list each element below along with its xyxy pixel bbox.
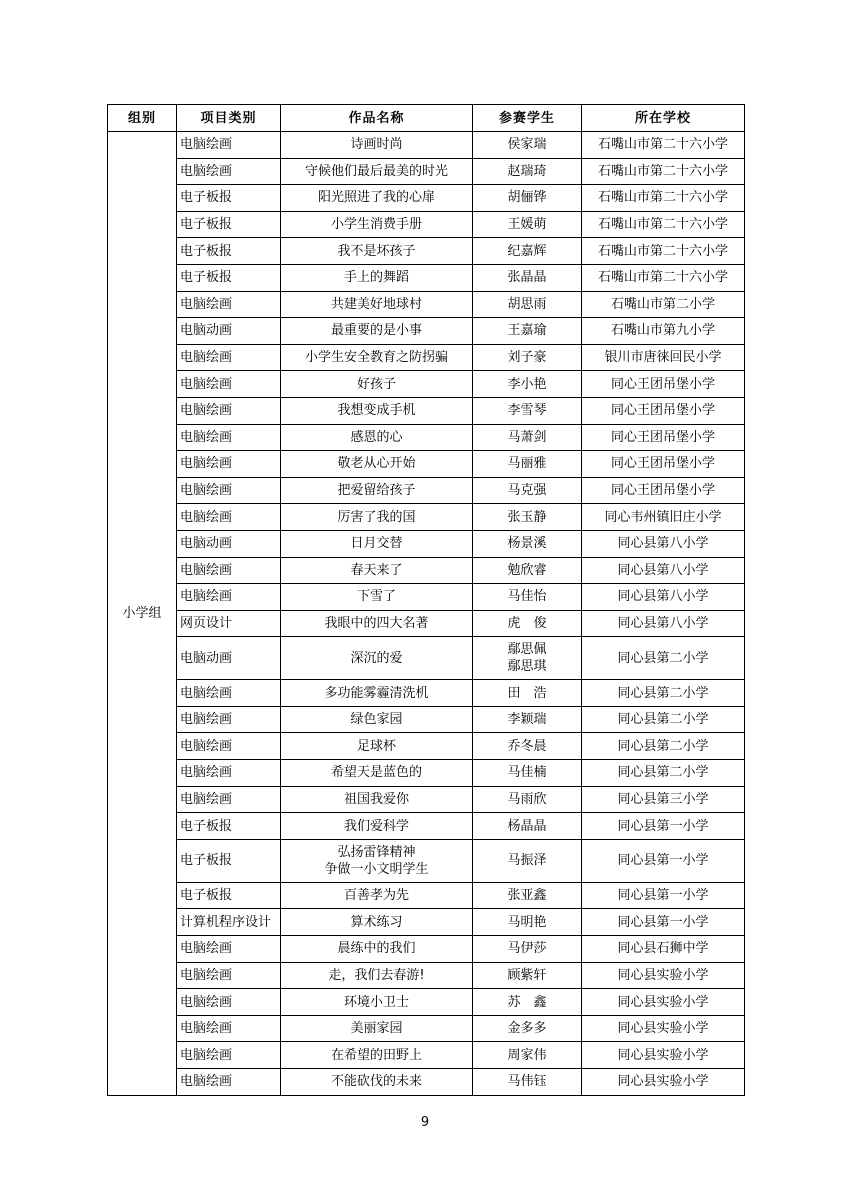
- table-row: [108, 839, 745, 882]
- student-name: 马振泽: [507, 853, 547, 869]
- students-cell: [473, 610, 582, 637]
- category-cell: 电子板报: [177, 264, 281, 291]
- title-cell: [281, 962, 473, 989]
- title-cell: [281, 1069, 473, 1096]
- table-row: [108, 132, 745, 159]
- school-cell: 石嘴山市第二小学: [582, 291, 745, 318]
- table-row: [108, 909, 745, 936]
- title-line: 深沉的爱: [350, 650, 403, 666]
- students-cell: [473, 813, 582, 840]
- table-row: [108, 813, 745, 840]
- school-cell: 同心县第二小学: [582, 706, 745, 733]
- title-line: 争做一小文明学生: [324, 861, 429, 877]
- school-cell: 石嘴山市第二十六小学: [582, 238, 745, 265]
- title-cell: [281, 557, 473, 584]
- students-cell: [473, 733, 582, 760]
- student-name: 刘子豪: [507, 350, 547, 366]
- title-cell: [281, 371, 473, 398]
- title-cell: [281, 238, 473, 265]
- title-cell: [281, 291, 473, 318]
- students-cell: [473, 760, 582, 787]
- category-cell: 电脑绘画: [177, 158, 281, 185]
- school-cell: 同心县实验小学: [582, 989, 745, 1016]
- students-cell: [473, 238, 582, 265]
- school-cell: 同心王团吊堡小学: [582, 477, 745, 504]
- school-cell: 同心县第一小学: [582, 813, 745, 840]
- students-cell: [473, 530, 582, 557]
- school-cell: 同心县实验小学: [582, 1042, 745, 1069]
- school-cell: 石嘴山市第九小学: [582, 318, 745, 345]
- student-name: 李小艳: [507, 376, 547, 392]
- header-row: [108, 105, 745, 132]
- category-cell: 电脑绘画: [177, 989, 281, 1016]
- table-row: [108, 264, 745, 291]
- category-cell: 电脑绘画: [177, 451, 281, 478]
- category-cell: 网页设计: [177, 610, 281, 637]
- table-row: [108, 637, 745, 680]
- category-cell: 电脑绘画: [177, 760, 281, 787]
- student-name: 侯家瑞: [507, 137, 547, 153]
- category-cell: 电子板报: [177, 813, 281, 840]
- title-cell: [281, 264, 473, 291]
- category-cell: 电脑动画: [177, 637, 281, 680]
- title-line: 我眼中的四大名著: [324, 615, 429, 631]
- title-line: 厉害了我的国: [337, 509, 416, 525]
- table-row: [108, 451, 745, 478]
- school-cell: 同心王团吊堡小学: [582, 451, 745, 478]
- category-cell: 电脑绘画: [177, 962, 281, 989]
- school-cell: 石嘴山市第二十六小学: [582, 185, 745, 212]
- students-cell: [473, 158, 582, 185]
- title-cell: [281, 504, 473, 531]
- title-cell: [281, 786, 473, 813]
- page-number: 9: [420, 1115, 430, 1130]
- student-name: 马雨欣: [507, 791, 547, 807]
- table-row: [108, 936, 745, 963]
- category-cell: 电子板报: [177, 839, 281, 882]
- students-cell: [473, 909, 582, 936]
- title-line: 敬老从心开始: [337, 456, 416, 472]
- group-cell: 小学组: [108, 132, 177, 1096]
- students-cell: [473, 211, 582, 238]
- school-cell: 银川市唐徕回民小学: [582, 344, 745, 371]
- title-line: 手上的舞蹈: [343, 270, 409, 286]
- students-cell: [473, 291, 582, 318]
- school-cell: 同心韦州镇旧庄小学: [582, 504, 745, 531]
- title-cell: [281, 1042, 473, 1069]
- category-cell: 电脑绘画: [177, 397, 281, 424]
- title-line: 不能砍伐的未来: [330, 1074, 422, 1090]
- student-name: 杨景溪: [507, 536, 547, 552]
- school-cell: 同心县第二小学: [582, 637, 745, 680]
- title-line: 我不是坏孩子: [337, 243, 416, 259]
- category-cell: 电脑绘画: [177, 733, 281, 760]
- table-row: [108, 882, 745, 909]
- header-category: 项目类别: [177, 105, 281, 132]
- title-cell: [281, 909, 473, 936]
- title-cell: [281, 936, 473, 963]
- title-cell: [281, 185, 473, 212]
- title-line: 感恩的心: [350, 429, 403, 445]
- student-name: 马伟钰: [507, 1074, 547, 1090]
- title-line: 小学生安全教育之防拐骗: [304, 350, 448, 366]
- table-row: [108, 962, 745, 989]
- title-cell: [281, 318, 473, 345]
- category-cell: 电脑绘画: [177, 424, 281, 451]
- category-cell: 电脑绘画: [177, 786, 281, 813]
- title-cell: [281, 132, 473, 159]
- student-name: 胡俪铧: [507, 190, 547, 206]
- students-cell: [473, 989, 582, 1016]
- title-cell: [281, 451, 473, 478]
- title-cell: [281, 813, 473, 840]
- table-row: [108, 318, 745, 345]
- title-line: 足球杯: [356, 738, 396, 754]
- student-name: 鄢思琪: [507, 659, 547, 675]
- title-line: 日月交替: [350, 536, 403, 552]
- students-cell: [473, 1042, 582, 1069]
- title-line: 算术练习: [350, 914, 403, 930]
- title-cell: [281, 1015, 473, 1042]
- table-row: [108, 1069, 745, 1096]
- school-cell: 同心县实验小学: [582, 1015, 745, 1042]
- title-line: 弘扬雷锋精神: [337, 844, 416, 860]
- student-name: 顾紫轩: [507, 967, 547, 983]
- table-row: [108, 610, 745, 637]
- students-cell: [473, 477, 582, 504]
- title-cell: [281, 882, 473, 909]
- student-name: 胡思雨: [507, 296, 547, 312]
- students-cell: [473, 706, 582, 733]
- school-cell: 同心县第二小学: [582, 680, 745, 707]
- title-line: 多功能雾霾清洗机: [324, 685, 429, 701]
- student-name: 马伊莎: [507, 941, 547, 957]
- category-cell: 电脑绘画: [177, 132, 281, 159]
- category-cell: 电脑动画: [177, 318, 281, 345]
- title-line: 最重要的是小事: [330, 323, 422, 339]
- table-row: [108, 1015, 745, 1042]
- table-row: [108, 760, 745, 787]
- title-cell: [281, 637, 473, 680]
- school-cell: 同心县第一小学: [582, 882, 745, 909]
- title-cell: [281, 584, 473, 611]
- school-cell: 同心县第一小学: [582, 839, 745, 882]
- title-cell: [281, 424, 473, 451]
- category-cell: 电脑绘画: [177, 936, 281, 963]
- school-cell: 同心王团吊堡小学: [582, 397, 745, 424]
- category-cell: 电脑绘画: [177, 557, 281, 584]
- header-group: 组别: [108, 105, 177, 132]
- student-name: 王嘉瑜: [507, 323, 547, 339]
- table-row: [108, 584, 745, 611]
- student-name: 赵瑞琦: [507, 163, 547, 179]
- student-name: 勉欣睿: [507, 562, 547, 578]
- table-row: [108, 786, 745, 813]
- student-name: 李雪琴: [507, 403, 547, 419]
- title-cell: [281, 477, 473, 504]
- title-cell: [281, 989, 473, 1016]
- school-cell: 石嘴山市第二十六小学: [582, 211, 745, 238]
- table-row: [108, 477, 745, 504]
- table-row: [108, 733, 745, 760]
- category-cell: 电脑绘画: [177, 504, 281, 531]
- students-cell: [473, 839, 582, 882]
- students-cell: [473, 637, 582, 680]
- category-cell: 电子板报: [177, 238, 281, 265]
- title-line: 希望天是蓝色的: [330, 765, 422, 781]
- table-row: [108, 424, 745, 451]
- category-cell: 电脑绘画: [177, 477, 281, 504]
- header-title: 作品名称: [281, 105, 473, 132]
- school-cell: 同心县实验小学: [582, 1069, 745, 1096]
- title-cell: [281, 344, 473, 371]
- students-cell: [473, 132, 582, 159]
- title-cell: [281, 839, 473, 882]
- title-cell: [281, 530, 473, 557]
- school-cell: 同心县第二小学: [582, 760, 745, 787]
- title-line: 绿色家园: [350, 712, 403, 728]
- table-row: [108, 989, 745, 1016]
- category-cell: 计算机程序设计: [177, 909, 281, 936]
- student-name: 马萧剑: [507, 429, 547, 445]
- students-cell: [473, 185, 582, 212]
- school-cell: 同心王团吊堡小学: [582, 371, 745, 398]
- students-cell: [473, 264, 582, 291]
- table-row: [108, 397, 745, 424]
- table-row: [108, 1042, 745, 1069]
- table-row: [108, 238, 745, 265]
- student-name: 马克强: [507, 483, 547, 499]
- students-cell: [473, 397, 582, 424]
- table-row: [108, 530, 745, 557]
- title-cell: [281, 211, 473, 238]
- student-name: 乔冬晨: [507, 738, 547, 754]
- school-cell: 同心县第八小学: [582, 557, 745, 584]
- title-line: 在希望的田野上: [330, 1047, 422, 1063]
- student-name: 李颖瑞: [507, 712, 547, 728]
- students-cell: [473, 344, 582, 371]
- title-cell: [281, 680, 473, 707]
- title-line: 我们爱科学: [343, 818, 409, 834]
- student-name: 马明艳: [507, 914, 547, 930]
- title-line: 下雪了: [356, 589, 396, 605]
- table-row: [108, 371, 745, 398]
- title-line: 走，我们去春游!: [328, 967, 425, 983]
- table-row: [108, 504, 745, 531]
- student-name: 张晶晶: [507, 270, 547, 286]
- title-line: 小学生消费手册: [330, 217, 422, 233]
- table-row: [108, 158, 745, 185]
- students-cell: [473, 882, 582, 909]
- table-row: [108, 291, 745, 318]
- school-cell: 石嘴山市第二十六小学: [582, 158, 745, 185]
- title-cell: [281, 706, 473, 733]
- school-cell: 石嘴山市第二十六小学: [582, 132, 745, 159]
- students-cell: [473, 962, 582, 989]
- students-cell: [473, 451, 582, 478]
- title-line: 好孩子: [356, 376, 396, 392]
- students-cell: [473, 1015, 582, 1042]
- table-row: [108, 211, 745, 238]
- title-line: 祖国我爱你: [343, 791, 409, 807]
- school-cell: 同心县第二小学: [582, 733, 745, 760]
- students-cell: [473, 424, 582, 451]
- category-cell: 电脑动画: [177, 530, 281, 557]
- students-cell: [473, 557, 582, 584]
- title-line: 阳光照进了我的心扉: [317, 190, 435, 206]
- title-line: 把爱留给孩子: [337, 483, 416, 499]
- category-cell: 电脑绘画: [177, 371, 281, 398]
- title-line: 美丽家园: [350, 1021, 403, 1037]
- title-line: 百善孝为先: [343, 888, 409, 904]
- table-row: [108, 344, 745, 371]
- category-cell: 电脑绘画: [177, 1042, 281, 1069]
- table-row: [108, 185, 745, 212]
- student-name: 杨晶晶: [507, 818, 547, 834]
- header-school: 所在学校: [582, 105, 745, 132]
- school-cell: 同心县第一小学: [582, 909, 745, 936]
- student-name: 王媛萌: [507, 217, 547, 233]
- category-cell: 电子板报: [177, 185, 281, 212]
- school-cell: 同心县第八小学: [582, 610, 745, 637]
- student-name: 苏 鑫: [507, 994, 547, 1010]
- school-cell: 同心县第三小学: [582, 786, 745, 813]
- title-line: 诗画时尚: [350, 137, 403, 153]
- student-name: 马丽雅: [507, 456, 547, 472]
- category-cell: 电脑绘画: [177, 706, 281, 733]
- students-cell: [473, 371, 582, 398]
- category-cell: 电脑绘画: [177, 680, 281, 707]
- student-name: 鄢思佩: [507, 642, 547, 658]
- students-cell: [473, 680, 582, 707]
- category-cell: 电脑绘画: [177, 584, 281, 611]
- student-name: 张亚鑫: [507, 888, 547, 904]
- school-cell: 石嘴山市第二十六小学: [582, 264, 745, 291]
- title-line: 环境小卫士: [343, 994, 409, 1010]
- school-cell: 同心县第八小学: [582, 530, 745, 557]
- students-cell: [473, 504, 582, 531]
- table-row: [108, 706, 745, 733]
- students-cell: [473, 786, 582, 813]
- student-name: 纪嘉辉: [507, 243, 547, 259]
- student-name: 虎 俊: [507, 615, 547, 631]
- title-cell: [281, 760, 473, 787]
- title-line: 我想变成手机: [337, 403, 416, 419]
- school-cell: 同心王团吊堡小学: [582, 424, 745, 451]
- student-name: 田 浩: [507, 685, 547, 701]
- student-name: 张玉静: [507, 509, 547, 525]
- title-line: 共建美好地球村: [330, 296, 422, 312]
- school-cell: 同心县第八小学: [582, 584, 745, 611]
- students-cell: [473, 1069, 582, 1096]
- title-cell: [281, 610, 473, 637]
- title-line: 春天来了: [350, 562, 403, 578]
- category-cell: 电脑绘画: [177, 291, 281, 318]
- title-cell: [281, 397, 473, 424]
- table-row: [108, 557, 745, 584]
- category-cell: 电脑绘画: [177, 1069, 281, 1096]
- students-cell: [473, 318, 582, 345]
- category-cell: 电子板报: [177, 882, 281, 909]
- students-cell: [473, 936, 582, 963]
- category-cell: 电脑绘画: [177, 344, 281, 371]
- title-cell: [281, 158, 473, 185]
- school-cell: 同心县石狮中学: [582, 936, 745, 963]
- header-students: 参赛学生: [473, 105, 582, 132]
- category-cell: 电子板报: [177, 211, 281, 238]
- title-line: 晨练中的我们: [337, 941, 416, 957]
- title-line: 守候他们最后最美的时光: [304, 163, 448, 179]
- student-name: 金多多: [507, 1021, 547, 1037]
- students-cell: [473, 584, 582, 611]
- student-name: 周家伟: [507, 1047, 547, 1063]
- student-name: 马佳楠: [507, 765, 547, 781]
- title-cell: [281, 733, 473, 760]
- category-cell: 电脑绘画: [177, 1015, 281, 1042]
- student-name: 马佳怡: [507, 589, 547, 605]
- award-table: [107, 104, 745, 1096]
- table-body: [108, 132, 745, 1096]
- table-row: [108, 680, 745, 707]
- school-cell: 同心县实验小学: [582, 962, 745, 989]
